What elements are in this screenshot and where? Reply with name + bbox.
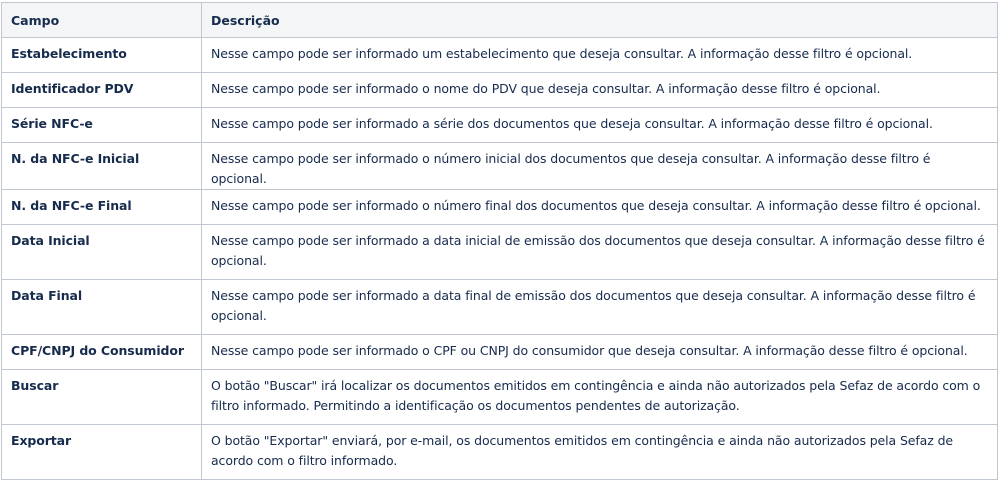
field-name: Série NFC-e xyxy=(2,108,202,143)
field-name: N. da NFC-e Inicial xyxy=(2,143,202,190)
table-header-row xyxy=(2,3,998,38)
table-row xyxy=(2,280,998,335)
table-row xyxy=(2,38,998,73)
field-name: Data Final xyxy=(2,280,202,335)
table-row xyxy=(2,335,998,370)
fields-table xyxy=(1,2,998,480)
field-description: Nesse campo pode ser informado a série dos documentos que deseja consultar. A informação desse filtro é opcional. xyxy=(202,108,998,143)
field-name: Estabelecimento xyxy=(2,38,202,73)
field-description: Nesse campo pode ser informado o número final dos documentos que deseja consultar. A informação desse filtro é opcional. xyxy=(202,190,998,225)
field-description: Nesse campo pode ser informado o nome do PDV que deseja consultar. A informação desse filtro é opcional. xyxy=(202,73,998,108)
field-description: Nesse campo pode ser informado um estabelecimento que deseja consultar. A informação desse filtro é opcional. xyxy=(202,38,998,73)
field-description: Nesse campo pode ser informado o CPF ou CNPJ do consumidor que deseja consultar. A informação desse filtro é opcional. xyxy=(202,335,998,370)
table-row xyxy=(2,108,998,143)
table-row xyxy=(2,73,998,108)
field-name: N. da NFC-e Final xyxy=(2,190,202,225)
field-description: Nesse campo pode ser informado a data final de emissão dos documentos que deseja consultar. A informação desse filtro é opcional. xyxy=(202,280,998,335)
header-descricao: Descrição xyxy=(202,3,998,38)
table-row xyxy=(2,190,998,225)
field-name: Identificador PDV xyxy=(2,73,202,108)
table-row xyxy=(2,143,998,190)
field-name: CPF/CNPJ do Consumidor xyxy=(2,335,202,370)
field-description: O botão "Buscar" irá localizar os documentos emitidos em contingência e ainda não autorizados pela Sefaz de acordo com o filtro informado. Permitindo a identificação os documentos pendentes de autorização. xyxy=(202,370,998,425)
field-name: Buscar xyxy=(2,370,202,425)
header-campo: Campo xyxy=(2,3,202,38)
table-row xyxy=(2,225,998,280)
field-name: Data Inicial xyxy=(2,225,202,280)
table-row xyxy=(2,425,998,480)
field-description: Nesse campo pode ser informado a data inicial de emissão dos documentos que deseja consultar. A informação desse filtro é opcional. xyxy=(202,225,998,280)
field-description: O botão "Exportar" enviará, por e-mail, os documentos emitidos em contingência e ainda não autorizados pela Sefaz de acordo com o filtro informado. xyxy=(202,425,998,480)
field-name: Exportar xyxy=(2,425,202,480)
table-row xyxy=(2,370,998,425)
field-description: Nesse campo pode ser informado o número inicial dos documentos que deseja consultar. A informação desse filtro é opcional. xyxy=(202,143,998,190)
